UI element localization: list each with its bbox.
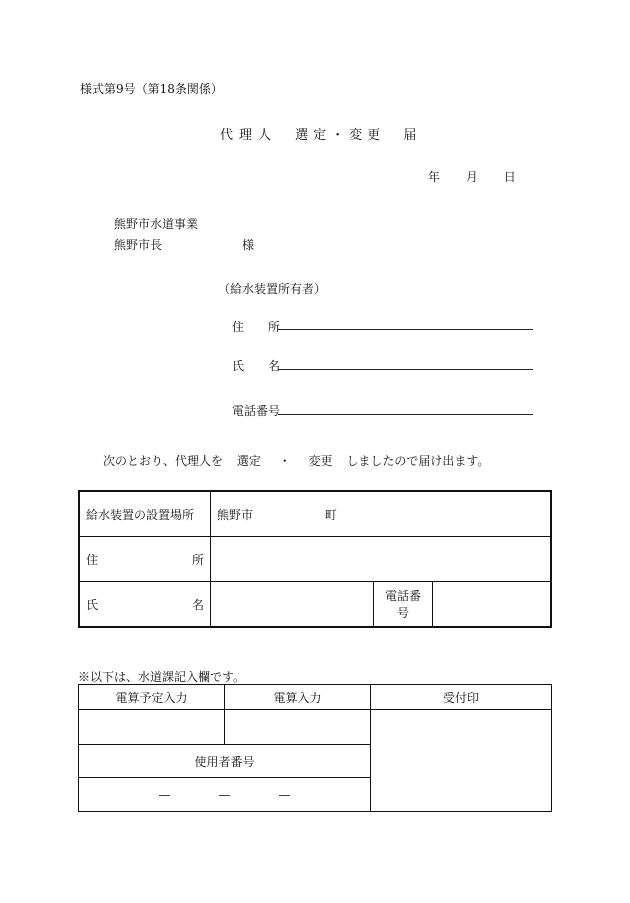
owner-address-input[interactable]	[278, 329, 533, 330]
owner-phone-label: 電話番号	[232, 404, 281, 418]
site-label: 給水装置の設置場所	[86, 507, 195, 522]
address-char1: 住	[86, 552, 99, 567]
site-label-cell	[79, 491, 211, 537]
name-label-cell	[79, 582, 211, 628]
owner-address-char2: 所	[268, 320, 281, 334]
table-row	[79, 537, 551, 582]
owner-name-char2: 名	[268, 359, 281, 373]
table-row	[79, 582, 551, 628]
recipient-mayor: 熊野市長	[114, 238, 163, 252]
date-month: 月	[465, 170, 478, 184]
date-line	[428, 168, 516, 185]
entry-cell[interactable]	[225, 710, 371, 745]
stamp-cell[interactable]	[371, 710, 552, 812]
option-separator: ・	[278, 454, 291, 468]
office-table	[78, 684, 552, 812]
name-char1: 氏	[86, 597, 99, 612]
site-town: 町	[324, 507, 337, 522]
statement	[103, 452, 489, 469]
form-title	[220, 124, 416, 143]
user-number-label: 使用者番号	[79, 745, 371, 778]
table-row	[79, 491, 551, 537]
owner-phone-input[interactable]	[278, 414, 533, 415]
phone-label-cell	[374, 582, 433, 628]
owner-address-char1: 住	[232, 320, 245, 334]
recipient-honorific: 様	[242, 238, 255, 252]
title-notice: 届	[403, 128, 417, 143]
col-entry: 電算入力	[225, 685, 371, 710]
col-planned-entry: 電算予定入力	[79, 685, 225, 710]
phone-value-cell[interactable]	[433, 582, 552, 628]
date-year: 年	[428, 170, 441, 184]
form-number: 様式第9号（第18条関係）	[80, 82, 223, 96]
name-char2: 名	[191, 597, 204, 612]
table-row	[79, 710, 552, 745]
option-select[interactable]: 選定	[236, 454, 261, 468]
address-char2: 所	[191, 552, 204, 567]
application-table	[78, 490, 552, 628]
dash-3: —	[278, 787, 291, 802]
col-stamp: 受付印	[371, 685, 552, 710]
address-value-cell[interactable]	[211, 537, 552, 582]
planned-entry-cell[interactable]	[79, 710, 225, 745]
phone-label: 電話番号	[384, 589, 421, 620]
title-select-change: 選定・変更	[295, 128, 386, 143]
recipient-org: 熊野市水道事業	[114, 217, 199, 231]
name-value-cell[interactable]	[211, 582, 374, 628]
statement-before: 次のとおり、代理人を	[103, 454, 224, 468]
owner-name-label	[232, 357, 280, 374]
owner-address-label	[232, 318, 280, 335]
title-agent: 代理人	[220, 128, 278, 143]
site-city: 熊野市	[217, 507, 254, 522]
owner-heading: （給水装置所有者）	[218, 282, 327, 296]
dash-1: —	[158, 787, 171, 802]
statement-after: しましたので届け出ます。	[346, 454, 490, 468]
owner-name-input[interactable]	[278, 369, 533, 370]
date-day: 日	[503, 170, 516, 184]
owner-name-char1: 氏	[232, 359, 245, 373]
user-number-cell[interactable]	[79, 778, 371, 812]
office-note: ※以下は、水道課記入欄です。	[78, 670, 246, 684]
address-label-cell	[79, 537, 211, 582]
option-change[interactable]: 変更	[308, 454, 333, 468]
site-value-cell[interactable]	[211, 491, 552, 537]
dash-2: —	[218, 787, 231, 802]
table-row	[79, 685, 552, 710]
